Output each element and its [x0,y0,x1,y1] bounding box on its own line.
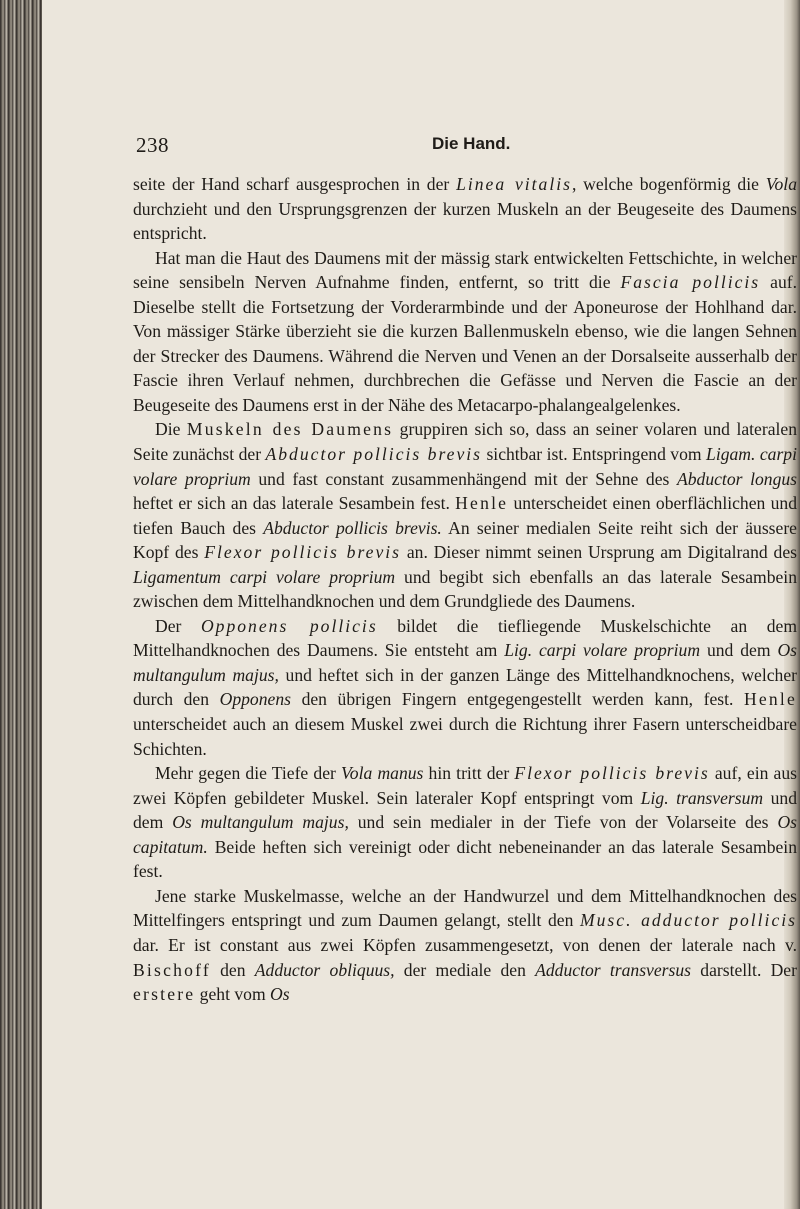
term: Os capitatum. [133,812,797,857]
text-run: heftet er sich an das laterale Sesambein fest. [133,493,456,514]
page-number: 238 [136,133,169,157]
paragraph-5 [133,761,797,884]
spaced-heading: Muskeln des Daumens [186,419,394,440]
term: Musc. adductor pollicis [579,910,797,931]
term: Ligam. carpi volare proprium [133,444,797,489]
term: Ligamentum carpi volare proprium [133,566,396,587]
text-run: Die [155,419,187,440]
text-run: den übrigen Fingern entgegengestellt werden kann, fest. [290,689,744,710]
paragraph-2 [133,246,797,418]
term: Adductor obliquus, [254,959,395,980]
text-run: Schichten. [133,738,207,759]
text-run: darstellt. Der [691,959,797,980]
text-run: und begibt sich ebenfalls an das laterale Sesambein zwischen dem Mittelhandknochen und dem Grundgliede des Daumens. [133,566,797,612]
term: Abductor pollicis brevis [265,444,483,465]
paragraph-3 [133,417,797,613]
term: Abductor pollicis brevis. [263,517,442,538]
text-run: Beide heften sich vereinigt oder dicht nebeneinander an das laterale Sesambein fest. [133,836,797,882]
text-run: sichtbar ist. Entspringend vom [482,444,707,465]
text-run: dar. Er ist constant aus zwei Köpfen zusammengesetzt, von denen der laterale nach v. [133,934,797,955]
text-run: durchzieht und den Ursprungsgrenzen der kurzen Muskeln an der Beugeseite des Daumens entspricht. [133,198,797,244]
text-run: Mehr gegen die Tiefe der [155,763,342,784]
text-run: und dem [133,787,797,833]
text-run: den [210,959,255,980]
term: Opponens [219,689,291,710]
text-run: unterscheidet einen oberflächlichen und tiefen Bauch des [133,493,797,538]
text-run: auf, ein aus zwei Köpfen gebildeter Muskel. Sein lateraler Kopf entspringt vom [133,763,797,808]
text-run: und dem [700,640,778,661]
term: Adductor transversus [535,959,692,980]
body-text [133,172,797,1007]
text-run: gruppiren sich so, dass an seiner volaren und lateralen Seite zunächst der [133,419,797,465]
text-run: auf. Dieselbe stellt die Fortsetzung der Vorderarmbinde und der Aponeurose der Hohlhand dar. Von mässiger Stärke überzieht sie die kurzen Ballenmuskeln ebenso, wie die langen Sehnen der Strecker des Daumens. Während die Nerven und Venen an der Dorsalseite ausserhalb der Fascie ihren Verlauf nehmen, durchbrechen die Gefässe und Nerven die Fascie an der Beugeseite des Daumens erst in der Nähe des Metacarpo-phalangealgelenkes. [133,272,797,415]
text-run: und sein medialer in der Tiefe von der Volarseite des [348,812,778,833]
book-binding-edge [0,0,42,1209]
text-run: Der [155,615,201,636]
text-run: der mediale den [394,959,536,980]
term: Opponens pollicis [200,615,378,636]
paragraph-6 [133,884,797,1007]
text-run: unterscheidet auch an diesem Muskel zwei durch die Richtung ihrer Fasern unterscheidbare [133,714,797,735]
term: Os multangulum majus, [133,640,797,685]
term: Abductor longus [676,468,798,489]
term: Lig. carpi volare proprium [504,640,701,661]
term: Os multangulum majus, [172,812,349,833]
term: Lig. transversum [640,787,764,808]
emphasis: erstere [133,984,196,1005]
book-page [42,0,798,1209]
text-run: seite der Hand scharf ausgesprochen in der [133,174,457,194]
text-run: geht vom [195,984,271,1005]
text-run: bildet die tiefliegende Muskelschichte an dem Mittelhandknochen des Daumens. Sie entsteht am [133,615,798,661]
text-run: Hat man die Haut des Daumens mit der mässig stark entwickelten Fettschichte, in welcher seine sensibeln Nerven Aufnahme finden, entfernt, so tritt die [133,247,797,293]
term: Os [270,984,290,1005]
text-run: An seiner medialen Seite reiht sich der äussere Kopf des [133,517,797,563]
text-run: an. Dieser nimmt seinen Ursprung am Digitalrand des [401,542,797,563]
term: Linea vitalis [456,174,572,194]
text-run: Jene starke Muskelmasse, welche an der Handwurzel und dem Mittelhandknochen des Mittelfingers entspringt und zum Daumen gelangt, stellt den [133,885,797,931]
running-head: Die Hand. [432,134,511,153]
paragraph-4 [133,614,797,761]
text-run: , welche bogenförmig die [571,174,766,194]
text-run: und heftet sich in der ganzen Länge des Mittelhandknochens, welcher durch den [133,664,797,710]
author-name: Henle [455,493,509,514]
author-name: Henle [743,689,797,710]
text-run: und fast constant zusammenhängend mit der Sehne des [250,468,677,489]
term: Fascia pollicis [620,272,761,293]
text-run: hin tritt der [423,763,515,784]
paragraph-1 [133,172,797,246]
term: Vola [765,174,797,194]
term: Flexor pollicis brevis [204,542,401,563]
term: Vola manus [341,763,424,784]
term: Flexor pollicis brevis [514,763,710,784]
author-name: Bischoff [133,959,211,980]
